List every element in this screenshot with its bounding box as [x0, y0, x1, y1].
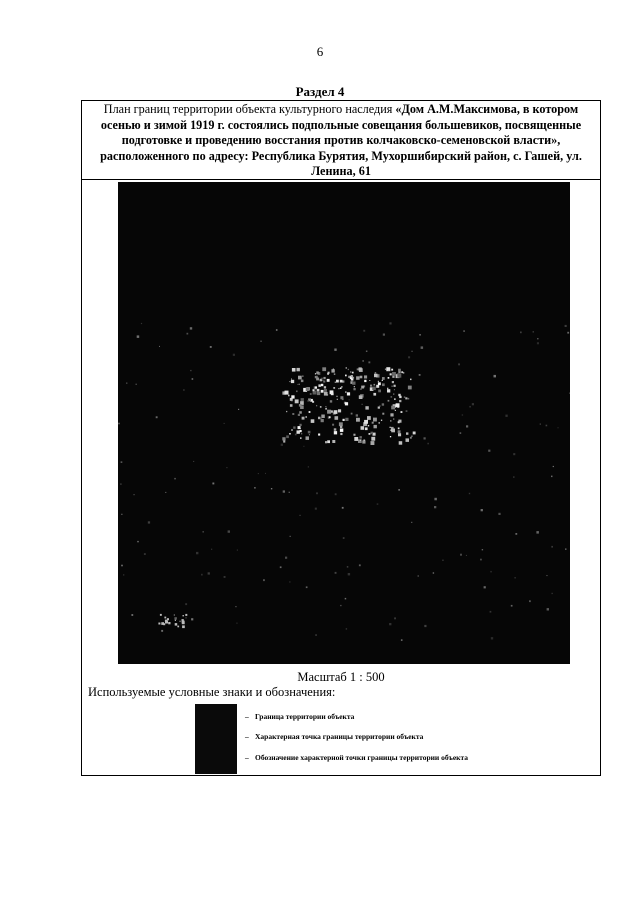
legend-label: Граница территории объекта	[255, 712, 355, 721]
plan-title	[88, 102, 594, 180]
legend-dash: –	[245, 732, 249, 741]
legend-title: Используемые условные знаки и обозначения:	[88, 685, 336, 699]
page-number: 6	[316, 44, 324, 59]
map-image	[118, 182, 570, 664]
map-scale: Масштаб 1 : 500	[297, 670, 385, 684]
legend-item-boundary	[245, 712, 354, 721]
legend-label: Характерная точка границы территории объекта	[255, 732, 424, 741]
map-speckles	[118, 182, 570, 664]
section-title: Раздел 4	[295, 84, 345, 99]
plan-title-bold: «Дом А.М.Максимова, в котором осенью и зимой 1919 г. состоялись подпольные совещания большевиков, посвященные подготовке и проведению восстания против колчаковско-семеновской власти», расположенного по адресу: Республика Бурятия, Мухоршибирский район, с. Гашей, ул. Ленина, 61	[100, 102, 582, 178]
legend-dash: –	[245, 753, 249, 762]
plan-title-plain: План границ территории объекта культурного наследия	[103, 102, 396, 116]
legend-swatch	[195, 704, 237, 774]
document-frame	[81, 100, 601, 776]
legend-dash: –	[245, 712, 249, 721]
header-separator	[82, 179, 600, 180]
legend-label: Обозначение характерной точки границы территории объекта	[255, 753, 468, 762]
legend-item-point	[245, 732, 423, 741]
legend-item-point-label	[245, 753, 468, 762]
